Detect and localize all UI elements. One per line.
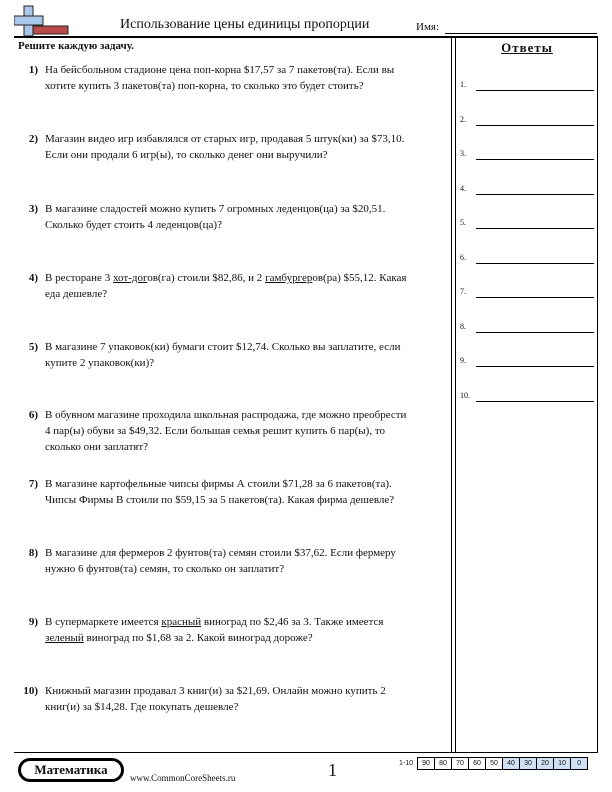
- question-text: Книжный магазин продавал 3 книг(и) за $21,69. Онлайн можно купить 2 книг(и) за $14,28. Где покупать дешевле?: [45, 685, 386, 713]
- answer-number: 4.: [460, 184, 466, 193]
- question-number: 7): [28, 478, 38, 490]
- question-text: Магазин видео игр избавлялся от старых игр, продавая 5 штук(ки) за $73,10. Если они продали 6 игр(ы), то сколько денег они выручили?: [45, 133, 405, 161]
- answer-line[interactable]: [476, 401, 594, 402]
- column-divider: [451, 37, 452, 753]
- underlined-term: зеленый: [45, 632, 84, 644]
- answer-line[interactable]: [476, 332, 594, 333]
- question-number: 2): [28, 133, 38, 145]
- question-number: 6): [28, 409, 38, 421]
- score-cell: 20: [537, 758, 554, 770]
- answer-line[interactable]: [476, 159, 594, 160]
- answer-slot-2[interactable]: [460, 115, 595, 127]
- answer-number: 10.: [460, 391, 470, 400]
- question-text: На бейсбольном стадионе цена поп-корна $17,57 за 7 пакетов(та). Если вы хотите купить 3 пакетов(та) поп-корна, то сколько это будет стоить?: [45, 64, 395, 92]
- instructions: Решите каждую задачу.: [18, 40, 134, 52]
- underlined-term: гамбургер: [265, 272, 313, 284]
- answer-number: 1.: [460, 80, 466, 89]
- score-table: [397, 757, 588, 770]
- answer-line[interactable]: [476, 263, 594, 264]
- answer-number: 2.: [460, 115, 466, 124]
- score-cell: 60: [469, 758, 486, 770]
- question-text: В магазине для фермеров 2 фунтов(та) семян стоили $37,62. Если фермеру нужно 6 фунтов(та) семян, то сколько он заплатит?: [45, 547, 396, 575]
- underlined-term: хот-дог: [112, 272, 148, 284]
- right-border: [597, 37, 598, 753]
- question-number: 9): [28, 616, 38, 628]
- score-cell: 10: [554, 758, 571, 770]
- plus-minus-logo-icon: [14, 4, 70, 38]
- score-cell: 50: [486, 758, 503, 770]
- answer-number: 3.: [460, 149, 466, 158]
- score-cell: 40: [503, 758, 520, 770]
- subject-badge-label: Математика: [21, 761, 121, 779]
- score-cell: 0: [571, 758, 588, 770]
- question-text: В супермаркете имеется красный виноград по $2,46 за 3. Также имеется зеленый виноград по $1,68 за 2. Какой виноград дороже?: [45, 616, 384, 644]
- site-url: www.CommonCoreSheets.ru: [130, 773, 236, 783]
- question-number: 5): [28, 341, 38, 353]
- answer-slot-4[interactable]: [460, 184, 595, 196]
- answer-number: 9.: [460, 356, 466, 365]
- answer-slot-10[interactable]: [460, 391, 595, 403]
- question-text: В магазине картофельные чипсы фирмы А стоили $71,28 за 6 пакетов(та). Чипсы Фирмы В стоили по $59,15 за 5 пакетов(та). Какая фирма дешевле?: [45, 478, 395, 506]
- answer-slot-3[interactable]: [460, 149, 595, 161]
- answer-line[interactable]: [476, 297, 594, 298]
- answer-line[interactable]: [476, 228, 594, 229]
- answer-line[interactable]: [476, 125, 594, 126]
- page-title: Использование цены единицы пропорции: [120, 17, 370, 32]
- score-range: 1-10: [399, 760, 414, 767]
- question-text: В обувном магазине проходила школьная распродажа, где можно преобрести 4 пар(ы) обуви за $49,32. Если большая семья решит купить 6 пар(ы), то сколько они заплатят?: [45, 409, 407, 453]
- score-cell: 90: [418, 758, 435, 770]
- subject-badge: [18, 758, 124, 782]
- answer-number: 6.: [460, 253, 466, 262]
- score-cell: 30: [520, 758, 537, 770]
- answer-line[interactable]: [476, 194, 594, 195]
- answer-slot-9[interactable]: [460, 356, 595, 368]
- question-text: В ресторане 3 хот-догов(га) стоили $82,86, и 2 гамбургеров(ра) $55,12. Какая еда дешевле?: [45, 272, 407, 300]
- question-number: 4): [28, 272, 38, 284]
- score-cell: 80: [435, 758, 452, 770]
- question-number: 3): [28, 203, 38, 215]
- answer-number: 7.: [460, 287, 466, 296]
- answers-heading: Ответы: [501, 40, 553, 55]
- name-field[interactable]: [445, 33, 597, 34]
- answer-slot-8[interactable]: [460, 322, 595, 334]
- question-text: В магазине сладостей можно купить 7 огромных леденцов(ца) за $20,51. Сколько будет стоить 4 леденцов(ца)?: [45, 203, 386, 231]
- answer-number: 8.: [460, 322, 466, 331]
- answer-number: 5.: [460, 218, 466, 227]
- name-label: Имя:: [416, 21, 440, 33]
- underlined-term: красный: [161, 616, 202, 628]
- column-divider: [455, 37, 456, 753]
- question-number: 1): [28, 64, 38, 76]
- page-number: 1: [328, 760, 337, 780]
- answer-slot-6[interactable]: [460, 253, 595, 265]
- answer-slot-7[interactable]: [460, 287, 595, 299]
- answer-slot-1[interactable]: [460, 80, 595, 92]
- question-text: В магазине 7 упаковок(ки) бумаги стоит $12,74. Сколько вы заплатите, если купите 2 упаковок(ки)?: [45, 341, 401, 369]
- question-number: 8): [28, 547, 38, 559]
- answer-line[interactable]: [476, 90, 594, 91]
- header-divider: [14, 36, 598, 38]
- score-cell: 70: [452, 758, 469, 770]
- footer-divider: [14, 752, 598, 753]
- answer-line[interactable]: [476, 366, 594, 367]
- answer-slot-5[interactable]: [460, 218, 595, 230]
- question-number: 10): [23, 685, 38, 697]
